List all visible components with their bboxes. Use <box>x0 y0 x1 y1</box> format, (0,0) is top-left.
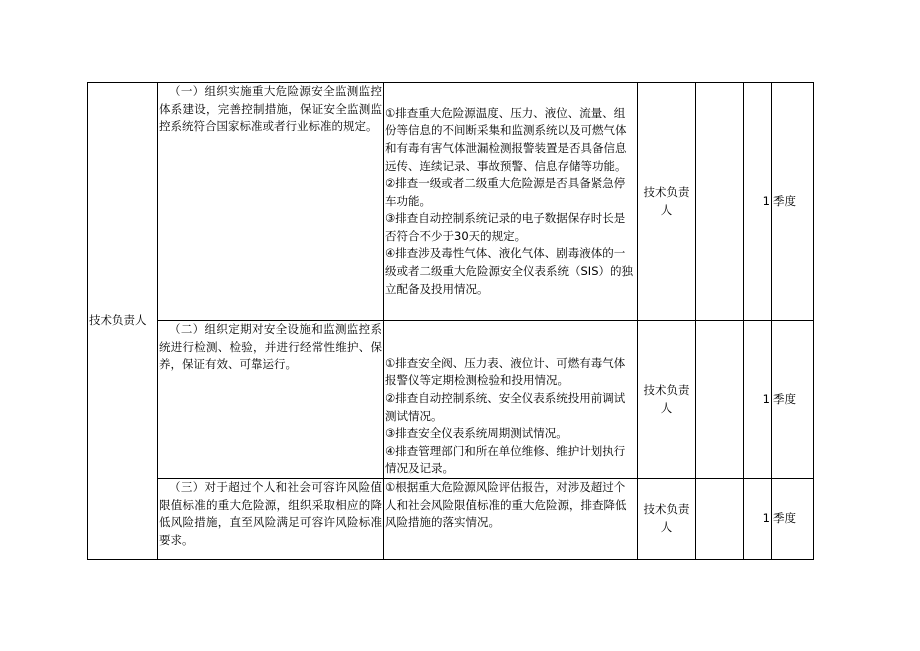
frequency-cell: 季度 <box>772 321 814 479</box>
inspection-table <box>87 82 814 560</box>
item-text: （三）对于超过个人和社会可容许风险值限值标准的重大危险源，组织采取相应的降低风险措施，直至风险满足可容许风险标准要求。 <box>159 480 382 547</box>
check-text: ②排查一级或者二级重大危险源是否具备紧急停车功能。 <box>385 176 626 208</box>
item-text: （二）组织定期对安全设施和监测监控系统进行检测、检验，并进行经常性维护、保养，保证有效、可靠运行。 <box>159 322 382 372</box>
check-text: ④排查管理部门和所在单位维修、维护计划执行情况及记录。 <box>385 443 626 476</box>
check-text: ①排查安全阀、压力表、液位计、可燃有毒气体报警仪等定期检测检验和投用情况。 <box>385 355 626 388</box>
blank-cell <box>696 479 744 560</box>
item-text: （一）组织实施重大危险源安全监测监控体系建设，完善控制措施，保证安全监测监控系统符合国家标准或者行业标准的规定。 <box>159 84 382 134</box>
check-text: ①排查重大危险源温度、压力、液位、流量、组份等信息的不间断采集和监测系统以及可燃气体和有毒有害气体泄漏检测报警装置是否具备信息远传、连续记录、事故预警、信息存储等功能。 <box>385 105 627 173</box>
check-text: ②排查自动控制系统、安全仪表系统投用前调试测试情况。 <box>385 391 626 423</box>
check-cell <box>384 321 638 479</box>
table-row <box>88 83 814 321</box>
count-cell: 1 <box>744 479 772 560</box>
responsible-cell: 技术负责人 <box>638 479 696 560</box>
responsible-cell: 技术负责人 <box>638 83 696 321</box>
blank-cell <box>696 321 744 479</box>
check-text: ③排查安全仪表系统周期测试情况。 <box>385 426 568 441</box>
item-cell <box>158 83 384 321</box>
table-row <box>88 479 814 560</box>
check-cell <box>384 83 638 321</box>
check-cell <box>384 479 638 560</box>
responsible-cell: 技术负责人 <box>638 321 696 479</box>
count-cell: 1 <box>744 83 772 321</box>
check-text: ①根据重大危险源风险评估报告，对涉及超过个人和社会风险限值标准的重大危险源，排查降低风险措施的落实情况。 <box>385 480 627 530</box>
frequency-cell: 季度 <box>772 479 814 560</box>
role-cell: 技术负责人 <box>88 83 158 560</box>
count-cell: 1 <box>744 321 772 479</box>
item-cell <box>158 321 384 479</box>
check-text: ③排查自动控制系统记录的电子数据保存时长是否符合不少于30天的规定。 <box>385 211 626 243</box>
check-text: ④排查涉及毒性气体、液化气体、剧毒液体的一级或者二级重大危险源安全仪表系统（SIS）的独立配备及投用情况。 <box>385 246 633 296</box>
table-row <box>88 321 814 479</box>
blank-cell <box>696 83 744 321</box>
item-cell <box>158 479 384 560</box>
frequency-cell: 季度 <box>772 83 814 321</box>
